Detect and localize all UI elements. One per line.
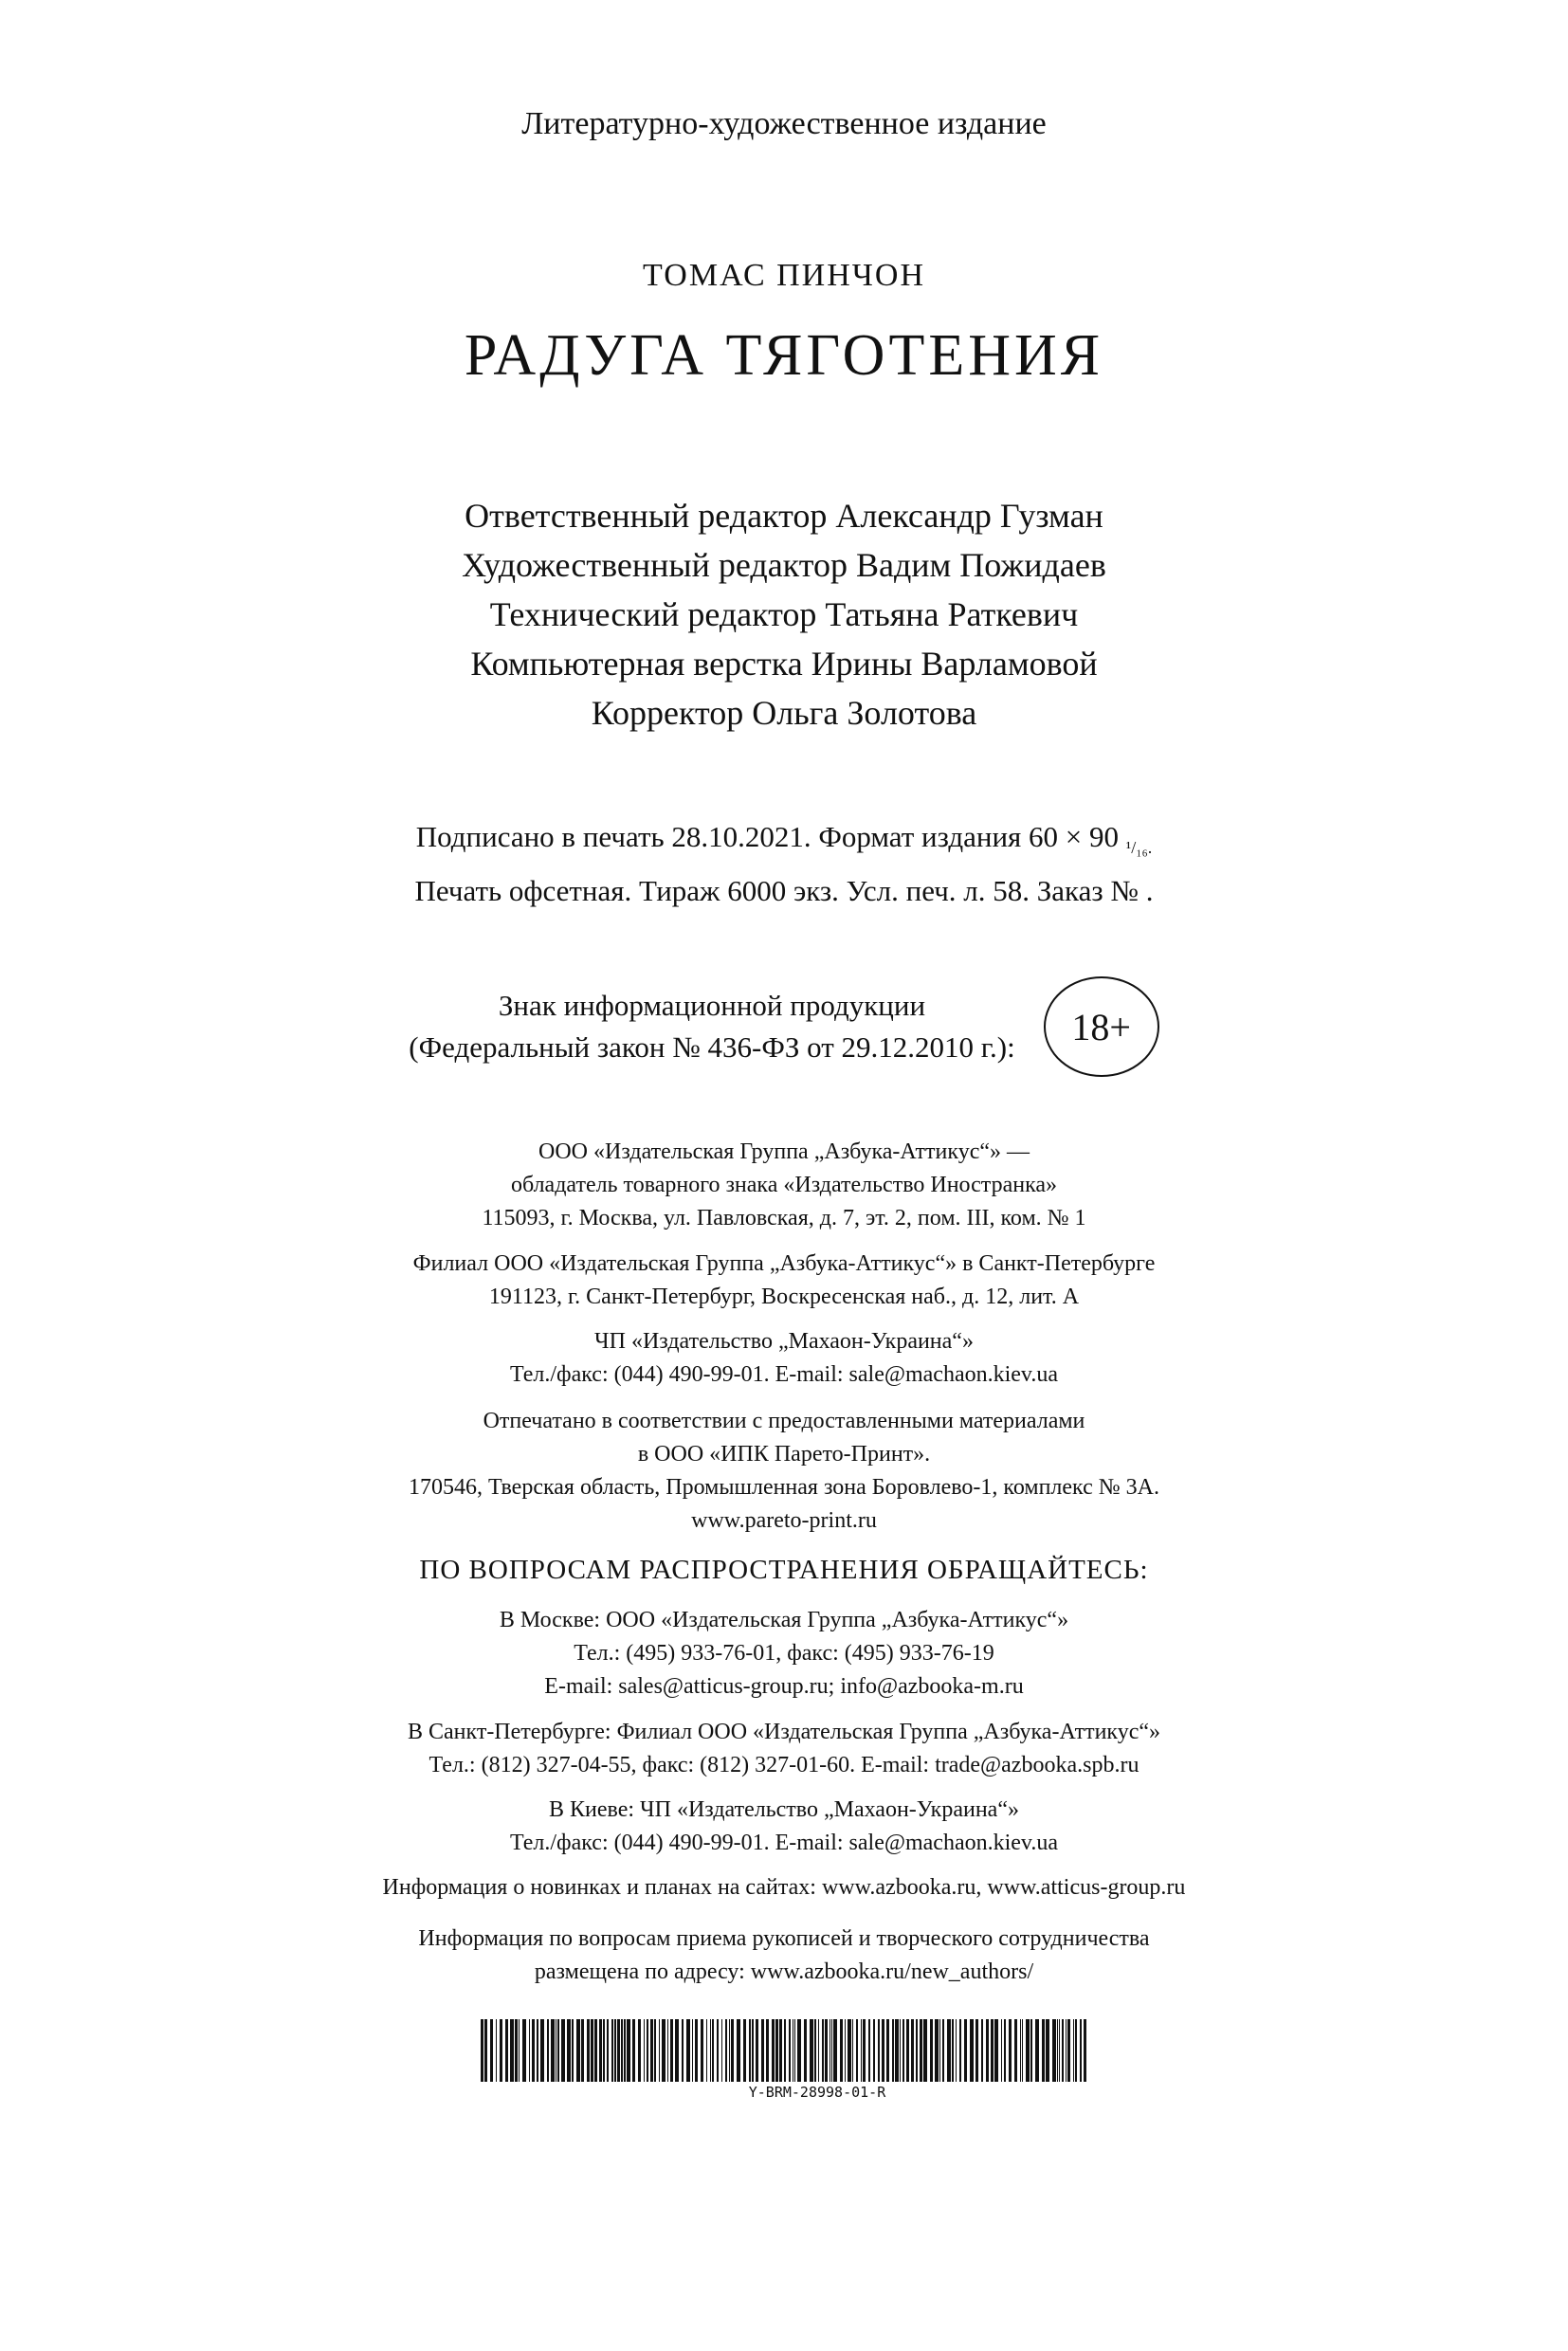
genre-line: Литературно-художественное издание xyxy=(521,106,1047,141)
barcode-bar xyxy=(519,2019,520,2082)
barcode-bar xyxy=(599,2019,602,2082)
moscow-block xyxy=(0,1604,1568,1704)
barcode-bar xyxy=(638,2019,641,2082)
barcode-bar xyxy=(667,2019,668,2082)
barcode-bar xyxy=(731,2019,734,2082)
barcode-bar xyxy=(557,2019,559,2082)
barcode-bar xyxy=(647,2019,648,2082)
barcode-bar xyxy=(797,2019,801,2082)
barcode-bar xyxy=(561,2019,565,2082)
barcode-bar xyxy=(614,2019,616,2082)
ukraine-line: ЧП «Издательство „Махаон-Украина“» xyxy=(594,1329,974,1354)
publisher-line: 115093, г. Москва, ул. Павловская, д. 7, эт. 2, пом. III, ком. № 1 xyxy=(482,1206,1086,1230)
barcode-bar xyxy=(975,2019,978,2082)
barcode-bar xyxy=(1046,2019,1049,2082)
barcode-bar xyxy=(572,2019,574,2082)
barcode-bar xyxy=(515,2019,518,2082)
print-details xyxy=(0,815,1568,913)
printer-line: в ООО «ИПК Парето-Принт». xyxy=(637,1442,931,1467)
age-sign-line: (Федеральный закон № 436-ФЗ от 29.12.2010 г.): xyxy=(409,1030,1015,1064)
barcode-bar xyxy=(939,2019,940,2082)
barcode-bar xyxy=(1022,2019,1023,2082)
barcode-bar xyxy=(810,2019,813,2082)
barcode-bar xyxy=(920,2019,922,2082)
barcode-bar xyxy=(964,2019,967,2082)
barcode-bar xyxy=(581,2019,584,2082)
barcode-bar xyxy=(682,2019,684,2082)
barcode-bar xyxy=(695,2019,698,2082)
age-sign-text xyxy=(409,985,1014,1068)
printer-line: 170546, Тверская область, Промышленная зона Боровлево-1, комплекс № 3А. xyxy=(409,1475,1159,1500)
barcode-bar xyxy=(970,2019,974,2082)
manuscripts-line: Информация по вопросам приема рукописей и творческого сотрудничества xyxy=(418,1926,1150,1951)
barcode-bar xyxy=(895,2019,899,2082)
barcode-graphic xyxy=(481,2019,1087,2082)
credit-line: Корректор Ольга Золотова xyxy=(591,694,977,732)
moscow-line: В Москве: ООО «Издательская Группа „Азбука-Аттикус“» xyxy=(499,1608,1069,1632)
barcode-bar xyxy=(818,2019,819,2082)
barcode-bar xyxy=(484,2019,487,2082)
barcode-bar xyxy=(903,2019,904,2082)
barcode-bar xyxy=(617,2019,620,2082)
spb-branch-line: 191123, г. Санкт-Петербург, Воскресенская наб., д. 12, лит. А xyxy=(488,1285,1080,1309)
barcode-bar xyxy=(743,2019,746,2082)
credit-line: Художественный редактор Вадим Пожидаев xyxy=(462,546,1106,584)
barcode-bar xyxy=(991,2019,994,2082)
barcode-bar xyxy=(654,2019,656,2082)
barcode-bar xyxy=(981,2019,983,2082)
barcode-bar xyxy=(749,2019,751,2082)
barcode-bar xyxy=(1066,2019,1067,2082)
barcode-bar xyxy=(1014,2019,1017,2082)
barcode-bar xyxy=(892,2019,894,2082)
barcode-bar xyxy=(1073,2019,1074,2082)
barcode-bar xyxy=(947,2019,951,2082)
distribution-heading: ПО ВОПРОСАМ РАСПРОСТРАНЕНИЯ ОБРАЩАЙТЕСЬ: xyxy=(419,1555,1149,1585)
barcode-bar xyxy=(900,2019,901,2082)
barcode-bar xyxy=(906,2019,909,2082)
publisher-line: ООО «Издательская Группа „Азбука-Аттикус“» — xyxy=(538,1139,1030,1164)
kiev-line: Тел./факс: (044) 490-99-01. E-mail: sale@machaon.kiev.ua xyxy=(509,1831,1059,1855)
format-text: Подписано в печать 28.10.2021. Формат издания 60 × 90 xyxy=(415,820,1120,853)
barcode-bar xyxy=(644,2019,645,2082)
barcode-bar xyxy=(789,2019,791,2082)
barcode-bar xyxy=(756,2019,758,2082)
barcode-bar xyxy=(822,2019,824,2082)
barcode-bar xyxy=(814,2019,816,2082)
barcode-bar xyxy=(701,2019,703,2082)
barcode-bar xyxy=(935,2019,939,2082)
barcode-bar xyxy=(1062,2019,1064,2082)
barcode-bar xyxy=(1030,2019,1032,2082)
barcode-bar xyxy=(692,2019,693,2082)
barcode-bar xyxy=(911,2019,914,2082)
barcode-bar xyxy=(567,2019,571,2082)
barcode-bar xyxy=(632,2019,635,2082)
barcode-bar xyxy=(930,2019,933,2082)
barcode-bar xyxy=(537,2019,538,2082)
barcode-bar xyxy=(490,2019,493,2082)
barcode-bar xyxy=(500,2019,502,2082)
spb-line: Тел.: (812) 327-04-55, факс: (812) 327-01-60. E-mail: trade@azbooka.spb.ru xyxy=(428,1753,1140,1777)
credit-line: Компьютерная верстка Ирины Варламовой xyxy=(470,645,1098,683)
spb-branch-block xyxy=(0,1248,1568,1314)
barcode-bar xyxy=(725,2019,727,2082)
barcode-bar xyxy=(1052,2019,1056,2082)
barcode-bar xyxy=(594,2019,597,2082)
credit-line: Технический редактор Татьяна Раткевич xyxy=(489,595,1079,633)
barcode-bar xyxy=(882,2019,884,2082)
spb-block xyxy=(0,1716,1568,1782)
manuscripts-block xyxy=(0,1923,1568,1989)
barcode-bar xyxy=(863,2019,866,2082)
barcode-bar xyxy=(1035,2019,1039,2082)
barcode-bar xyxy=(662,2019,665,2082)
barcode-bar xyxy=(1042,2019,1045,2082)
barcode-bar xyxy=(833,2019,837,2082)
barcode-bar xyxy=(861,2019,862,2082)
barcode-bar xyxy=(1059,2019,1060,2082)
book-title: РАДУГА ТЯГОТЕНИЯ xyxy=(464,323,1104,388)
barcode-bar xyxy=(547,2019,549,2082)
barcode-bar xyxy=(1067,2019,1070,2082)
barcode-bar xyxy=(952,2019,954,2082)
barcode-bar xyxy=(522,2019,526,2082)
spb-branch-line: Филиал ООО «Издательская Группа „Азбука-Аттикус“» в Санкт-Петербурге xyxy=(412,1251,1156,1276)
barcode-bar xyxy=(959,2019,961,2082)
barcode-bar xyxy=(650,2019,653,2082)
barcode-bar xyxy=(529,2019,530,2082)
spb-line: В Санкт-Петербурге: Филиал ООО «Издательская Группа „Азбука-Аттикус“» xyxy=(407,1720,1161,1744)
barcode-bar xyxy=(856,2019,858,2082)
barcode-bar xyxy=(729,2019,730,2082)
barcode-bar xyxy=(603,2019,605,2082)
print-details-line xyxy=(0,815,1568,869)
barcode-bar xyxy=(986,2019,989,2082)
print-details-line: Печать офсетная. Тираж 6000 экз. Усл. печ. л. 58. Заказ № . xyxy=(414,874,1154,908)
barcode-bar xyxy=(551,2019,555,2082)
barcode-bar xyxy=(1080,2019,1082,2082)
barcode-bar xyxy=(848,2019,851,2082)
kiev-block xyxy=(0,1794,1568,1860)
barcode-bar xyxy=(737,2019,740,2082)
barcode-bar xyxy=(761,2019,764,2082)
barcode-bar xyxy=(956,2019,957,2082)
barcode-bar xyxy=(607,2019,609,2082)
barcode-bar xyxy=(831,2019,832,2082)
barcode-bar xyxy=(1004,2019,1006,2082)
barcode-bar xyxy=(686,2019,690,2082)
barcode-bar xyxy=(611,2019,613,2082)
barcode-bar xyxy=(496,2019,497,2082)
ukraine-block xyxy=(0,1325,1568,1392)
age-sign-line: Знак информационной продукции xyxy=(498,989,926,1022)
moscow-line: Тел.: (495) 933-76-01, факс: (495) 933-76-19 xyxy=(574,1641,994,1666)
barcode-bar xyxy=(1001,2019,1002,2082)
barcode-bar xyxy=(624,2019,626,2082)
barcode-bar xyxy=(772,2019,775,2082)
barcode-bar xyxy=(840,2019,843,2082)
credit-line: Ответственный редактор Александр Гузман xyxy=(465,497,1103,535)
barcode-bar xyxy=(1084,2019,1086,2082)
barcode-bar xyxy=(587,2019,590,2082)
printer-line: Отпечатано в соответствии с предоставленными материалами xyxy=(483,1409,1085,1433)
barcode-bar xyxy=(710,2019,711,2082)
barcode-bar xyxy=(481,2019,483,2082)
moscow-line: E-mail: sales@atticus-group.ru; info@azbooka-m.ru xyxy=(544,1674,1024,1699)
barcode-bar xyxy=(505,2019,508,2082)
barcode-bar xyxy=(1020,2019,1021,2082)
barcode-bar xyxy=(752,2019,754,2082)
barcode-bar xyxy=(675,2019,679,2082)
barcode-bar xyxy=(1075,2019,1077,2082)
barcode-bar xyxy=(766,2019,769,2082)
barcode-bar xyxy=(845,2019,846,2082)
age-sign-row xyxy=(0,976,1568,1077)
info-sites-line: Информация о новинках и планах на сайтах: www.azbooka.ru, www.atticus-group.ru xyxy=(382,1875,1186,1900)
barcode-bar xyxy=(540,2019,544,2082)
barcode-bar xyxy=(878,2019,880,2082)
barcode-bar xyxy=(706,2019,707,2082)
author-name: ТОМАС ПИНЧОН xyxy=(642,258,925,293)
barcode-bar xyxy=(510,2019,514,2082)
printer-block xyxy=(0,1405,1568,1538)
credits-block xyxy=(0,491,1568,738)
barcode-bar xyxy=(627,2019,630,2082)
barcode-bar xyxy=(659,2019,660,2082)
barcode-bar xyxy=(942,2019,944,2082)
barcode-bar xyxy=(886,2019,889,2082)
barcode-bar xyxy=(712,2019,714,2082)
manuscripts-line: размещена по адресу: www.azbooka.ru/new_authors/ xyxy=(534,1959,1034,1984)
ukraine-line: Тел./факс: (044) 490-99-01. E-mail: sale@machaon.kiev.ua xyxy=(509,1362,1059,1387)
barcode-bar xyxy=(532,2019,535,2082)
barcode-bar xyxy=(1009,2019,1012,2082)
barcode-bar xyxy=(852,2019,853,2082)
publisher-block xyxy=(0,1136,1568,1235)
barcode-bar xyxy=(784,2019,786,2082)
barcode-bar xyxy=(868,2019,870,2082)
barcode-code: Y-BRM-28998-01-R xyxy=(748,2084,886,2101)
barcode-bar xyxy=(670,2019,673,2082)
barcode-bar xyxy=(1026,2019,1030,2082)
barcode-bar xyxy=(923,2019,927,2082)
barcode-bar xyxy=(873,2019,875,2082)
age-rating-badge: 18+ xyxy=(1044,976,1159,1077)
barcode-bar xyxy=(576,2019,580,2082)
barcode-bar xyxy=(994,2019,998,2082)
barcode-bar xyxy=(621,2019,623,2082)
barcode-bar xyxy=(1057,2019,1058,2082)
format-fraction: ¹/₁₆. xyxy=(1125,838,1153,858)
barcode-bar xyxy=(591,2019,593,2082)
barcode-bar xyxy=(804,2019,807,2082)
kiev-line: В Киеве: ЧП «Издательство „Махаон-Украина“» xyxy=(549,1797,1019,1822)
barcode-bar xyxy=(779,2019,782,2082)
printer-line: www.pareto-print.ru xyxy=(691,1508,877,1533)
barcode-bar xyxy=(916,2019,918,2082)
barcode-bar xyxy=(794,2019,795,2082)
publisher-line: обладатель товарного знака «Издательство Иностранка» xyxy=(510,1173,1058,1197)
barcode-bar xyxy=(825,2019,828,2082)
barcode-area xyxy=(0,2019,1568,2101)
barcode-bar xyxy=(721,2019,722,2082)
barcode-bar xyxy=(775,2019,778,2082)
barcode-bar xyxy=(717,2019,719,2082)
